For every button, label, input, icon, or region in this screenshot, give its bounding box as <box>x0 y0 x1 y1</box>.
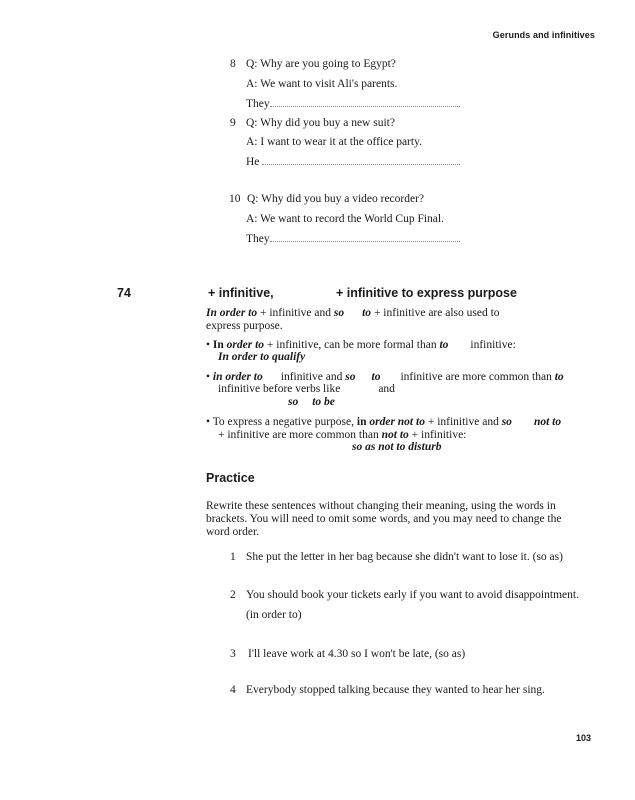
term-in-order-to: in order to <box>212 371 263 383</box>
practice-item-2: You should book your tickets early if you want to avoid disappointment. <box>246 589 579 601</box>
practice-item-2-hint: (in order to) <box>246 609 302 621</box>
bullet-2-example <box>288 395 335 409</box>
term-to: to <box>439 339 449 351</box>
term-order-not-to: order not to <box>369 416 425 428</box>
answer-8: A: We want to visit Ali's parents. <box>246 78 398 90</box>
practice-number-1: 1 <box>230 551 236 563</box>
bullet-3-example: so as not to disturb <box>352 441 442 453</box>
practice-number-3: 3 <box>230 648 236 660</box>
bullet-2-line-2 <box>218 382 395 396</box>
section-title-part-b: + infinitive to express purpose <box>336 286 517 300</box>
term-not-to-2: not to <box>381 429 409 441</box>
term-in: In <box>212 339 224 351</box>
practice-heading: Practice <box>206 471 255 485</box>
practice-item-3: I'll leave work at 4.30 so I won't be late, (so as) <box>248 648 466 660</box>
bullet-1-text-end: infinitive: <box>470 339 516 351</box>
rewrite-start-8: They <box>246 98 270 110</box>
practice-number-2: 2 <box>230 589 236 601</box>
practice-number-4: 4 <box>230 684 236 696</box>
term-in-order-to: In order to <box>206 307 258 319</box>
example-so: so <box>288 396 299 408</box>
term-to: to <box>362 307 372 319</box>
bullet-marker: • <box>206 371 211 383</box>
rewrite-start-10: They <box>246 233 270 245</box>
term-to-2: to <box>554 371 564 383</box>
bullet-1-example: In order to qualify <box>218 351 306 363</box>
blank-9[interactable] <box>262 155 460 165</box>
example-to-be: to be <box>312 396 335 408</box>
bullet-marker: • <box>206 339 211 351</box>
question-8: Q: Why are you going to Egypt? <box>246 58 396 70</box>
intro-text: + infinitive and <box>257 307 334 319</box>
bullet-1-text: + infinitive, can be more formal than <box>264 339 440 351</box>
answer-9: A: I want to wear it at the office party. <box>246 136 422 148</box>
intro-line-2: express purpose. <box>206 320 283 332</box>
blank-10[interactable] <box>270 232 460 242</box>
practice-item-4: Everybody stopped talking because they wanted to hear her sing. <box>246 684 545 696</box>
page-number: 103 <box>575 733 591 743</box>
bullet-3-text-mid: + infinitive and <box>424 416 502 428</box>
instructions-line-3: word order. <box>206 526 260 538</box>
bullet-3-text-2-end: + infinitive: <box>408 429 467 441</box>
term-so: so <box>345 371 356 383</box>
rewrite-line-9 <box>246 155 460 169</box>
bullet-2-text-mid: infinitive are more common than <box>400 371 555 383</box>
question-number-10: 10 <box>229 193 241 205</box>
bullet-3 <box>206 415 561 429</box>
term-to: to <box>371 371 381 383</box>
bullet-marker: • <box>206 416 211 428</box>
bullet-2-text-2: infinitive before verbs like <box>218 383 341 395</box>
rewrite-line-8 <box>246 97 460 111</box>
practice-item-1: She put the letter in her bag because she didn't want to lose it. (so as) <box>246 551 563 563</box>
question-number-8: 8 <box>230 58 236 70</box>
bullet-2-text: infinitive and <box>280 371 346 383</box>
term-so: so <box>333 307 345 319</box>
question-number-9: 9 <box>230 117 236 129</box>
section-number: 74 <box>117 286 131 300</box>
question-9: Q: Why did you buy a new suit? <box>246 117 395 129</box>
rewrite-line-10 <box>246 232 460 246</box>
intro-text-end: + infinitive are also used to <box>371 307 500 319</box>
bullet-3-text-2: + infinitive are more common than <box>218 429 382 441</box>
term-not-to: not to <box>533 416 562 428</box>
blank-8[interactable] <box>270 97 460 107</box>
intro-line-1 <box>206 306 500 320</box>
running-header: Gerunds and infinitives <box>492 30 595 40</box>
instructions-line-1: Rewrite these sentences without changing their meaning, using the words in <box>206 500 556 512</box>
answer-10: A: We want to record the World Cup Final. <box>246 213 444 225</box>
term-so: so <box>501 416 512 428</box>
term-order-to: order to <box>226 339 265 351</box>
question-10: Q: Why did you buy a video recorder? <box>247 193 425 205</box>
section-title-part-a: + infinitive, <box>208 286 274 300</box>
term-in: in <box>356 416 367 428</box>
rewrite-start-9: He <box>246 156 260 168</box>
bullet-2-and: and <box>378 383 395 395</box>
bullet-3-text: To express a negative purpose, <box>212 416 357 428</box>
instructions-line-2: brackets. You will need to omit some words, and you may need to change the <box>206 513 562 525</box>
